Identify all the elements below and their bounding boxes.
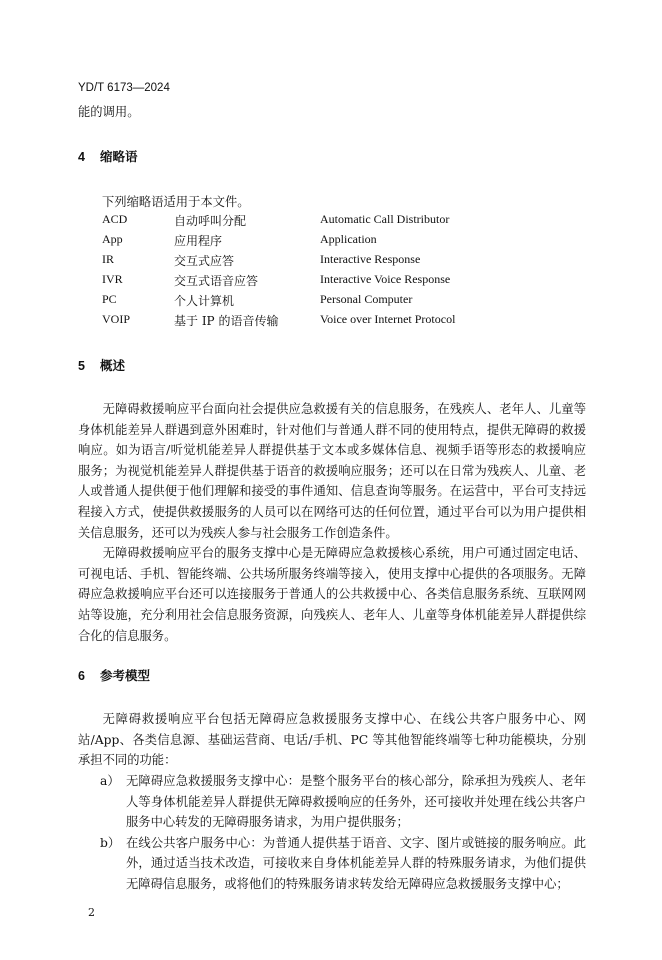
section-4-heading: [78, 149, 586, 165]
abbreviation-row: [102, 272, 455, 292]
chinese-term: 应用程序: [174, 234, 223, 248]
english-term: Personal Computer: [320, 292, 413, 306]
section-5-heading: [78, 358, 586, 374]
abbreviation-row: [102, 252, 455, 272]
list-label: b）: [100, 835, 121, 850]
list-label: a）: [100, 773, 120, 788]
abbreviation-row: [102, 212, 455, 232]
abbreviation-table: [102, 212, 455, 332]
chinese-term: 基于 IP 的语音传输: [174, 314, 279, 328]
list-text: 无障碍应急救援服务支撑中心：是整个服务平台的核心部分，除承担为残疾人、老年人等身体机能差异人群提供无障碍救援响应的任务外，还可接收并处理在线公共客户服务中心转发的无障碍服务请求，为用户提供服务；: [126, 773, 586, 830]
abbreviation: VOIP: [102, 312, 131, 326]
section-title: 概述: [100, 359, 126, 373]
chinese-term: 交互式应答: [174, 254, 235, 268]
english-term: Automatic Call Distributor: [320, 212, 450, 226]
abbreviation-row: [102, 232, 455, 252]
english-term: Voice over Internet Protocol: [320, 312, 456, 326]
english-term: Application: [320, 232, 377, 246]
continuation-text: 能的调用。: [78, 105, 140, 119]
reference-model-paragraph: 无障碍救援响应平台包括无障碍应急救援服务支撑中心、在线公共客户服务中心、网站/App、各类信息源、基础运营商、电话/手机、PC 等其他智能终端等七种功能模块，分别承担不同的功能：: [78, 712, 586, 768]
abbreviation-row: [102, 292, 455, 312]
list-text: 在线公共客户服务中心：为普通人提供基于语音、文字、图片或链接的服务响应。此外，通过适当技术改造，可接收来自身体机能差异人群的特殊服务请求，为他们提供无障碍信息服务，或将他们的特殊服务请求转发给无障碍应急救援服务支撑中心；: [126, 835, 586, 891]
section-number: 4: [78, 150, 85, 164]
chinese-term: 个人计算机: [174, 294, 235, 308]
section-6-heading: [78, 668, 586, 684]
section-number: 6: [78, 669, 85, 684]
list-item-a: [100, 771, 586, 833]
abbr-intro: 下列缩略语适用于本文件。: [102, 195, 250, 209]
abbreviation: IR: [102, 252, 114, 266]
abbreviation: App: [102, 232, 123, 246]
overview-paragraph-1: 无障碍救援响应平台面向社会提供应急救援有关的信息服务，在残疾人、老年人、儿童等身体机能差异人群遇到意外困难时，针对他们与普通人群不同的使用特点，提供无障碍的救援响应。如为语言/听觉机能差异人群提供基于文本或多媒体信息、视频手语等形态的救援响应服务；为视觉机能差异人群提供基于语音的救援响应服务；还可以在日常为残疾人、儿童、老人或普通人提供便于他们理解和接受的事件通知、信息查询等服务。在运营中，平台可支持远程接入方式，使提供救援服务的人员可以在网络可达的任何位置，通过平台可以为用户提供相关信息服务，还可以为残疾人参与社会服务工作创造条件。: [78, 402, 586, 540]
overview-paragraph-2: 无障碍救援响应平台的服务支撑中心是无障碍应急救援核心系统，用户可通过固定电话、可视电话、手机、智能终端、公共场所服务终端等接入，使用支撑中心提供的各项服务。无障碍应急救援响应平台还可以连接服务于普通人的公共救援中心、各类信息服务系统、互联网网站等设施，充分利用社会信息服务资源，向残疾人、老年人、儿童等身体机能差异人群提供综合化的信息服务。: [78, 546, 586, 643]
abbreviation: PC: [102, 292, 117, 306]
chinese-term: 自动呼叫分配: [174, 214, 247, 228]
section-title: 参考模型: [100, 669, 151, 684]
english-term: Interactive Response: [320, 252, 421, 266]
standard-number-header: YD/T 6173—2024: [78, 82, 170, 94]
english-term: Interactive Voice Response: [320, 272, 451, 286]
abbreviation: IVR: [102, 272, 123, 286]
section-title: 缩略语: [100, 150, 138, 164]
abbreviation: ACD: [102, 212, 128, 226]
page-number: 2: [88, 906, 95, 920]
chinese-term: 交互式语音应答: [174, 274, 259, 288]
section-number: 5: [78, 359, 85, 373]
list-item-b: [100, 833, 586, 895]
abbreviation-row: [102, 312, 455, 332]
